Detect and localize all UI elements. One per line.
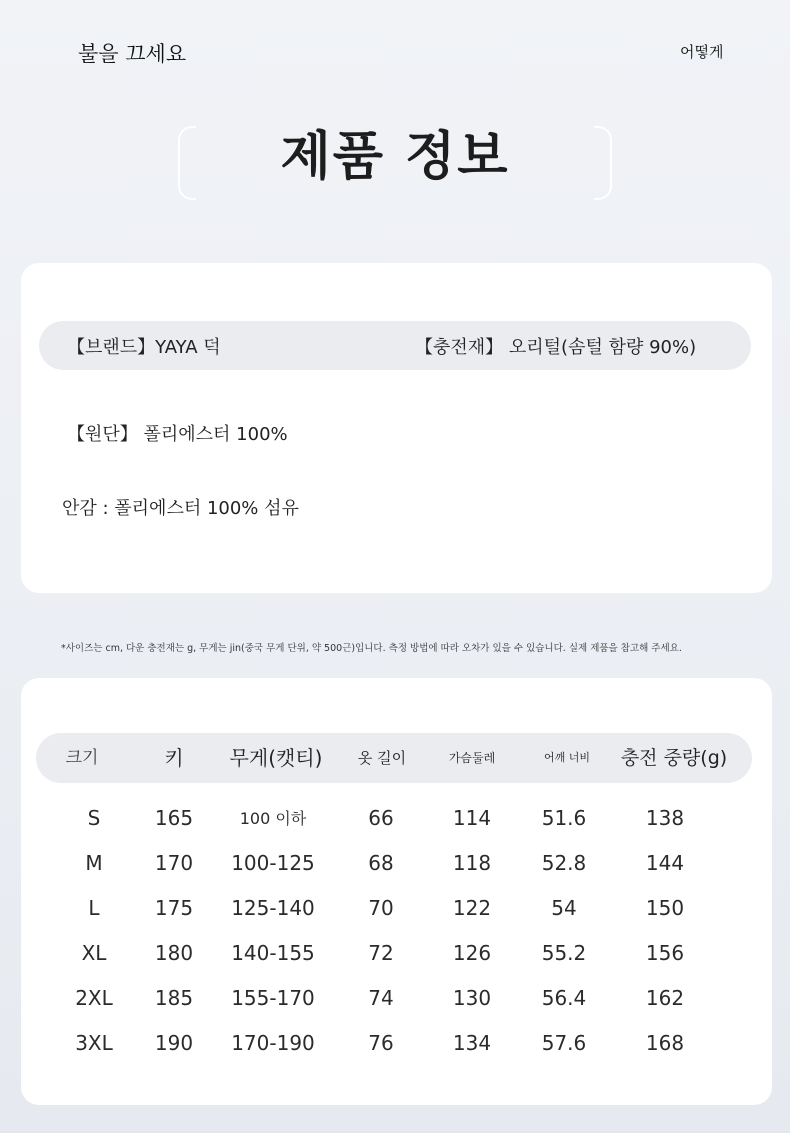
header-height: 키 <box>164 746 184 770</box>
cell-weight: 155-170 <box>231 986 315 1010</box>
cell-size: 3XL <box>75 1031 113 1055</box>
cell-fill: 168 <box>645 1031 685 1055</box>
cell-length: 72 <box>368 941 394 965</box>
cell-chest: 118 <box>452 851 492 875</box>
cell-size: 2XL <box>75 986 113 1010</box>
header-chest: 가슴둘레 <box>448 751 496 765</box>
header-weight: 무게(캣티) <box>229 746 323 770</box>
cell-size: XL <box>81 941 107 965</box>
cell-size: S <box>87 806 101 830</box>
cell-length: 70 <box>368 896 394 920</box>
cell-height: 190 <box>154 1031 194 1055</box>
cell-fill: 150 <box>645 896 685 920</box>
cell-chest: 126 <box>452 941 492 965</box>
cell-height: 180 <box>154 941 194 965</box>
cell-height: 175 <box>154 896 194 920</box>
brand-filling-row <box>39 321 751 370</box>
cell-shoulder: 57.6 <box>541 1031 587 1055</box>
size-table-header <box>36 733 752 783</box>
cell-height: 170 <box>154 851 194 875</box>
cell-size: M <box>85 851 103 875</box>
cell-shoulder: 56.4 <box>541 986 587 1010</box>
title-section <box>178 126 612 198</box>
brand-text: 【브랜드】YAYA 덕 <box>67 337 221 358</box>
cell-weight: 170-190 <box>231 1031 315 1055</box>
cell-length: 76 <box>368 1031 394 1055</box>
header-left-text: 불을 끄세요 <box>78 42 187 66</box>
cell-size: L <box>88 896 100 920</box>
lining-text: 안감 : 폴리에스터 100% 섬유 <box>62 498 299 519</box>
cell-chest: 114 <box>452 806 492 830</box>
size-table-card <box>21 678 772 1105</box>
cell-length: 66 <box>368 806 394 830</box>
cell-fill: 162 <box>645 986 685 1010</box>
cell-weight: 100-125 <box>231 851 315 875</box>
fabric-text: 【원단】 폴리에스터 100% <box>67 424 288 445</box>
header-size: 크기 <box>65 748 99 768</box>
cell-fill: 144 <box>645 851 685 875</box>
cell-weight: 125-140 <box>231 896 315 920</box>
cell-shoulder: 54 <box>551 896 577 920</box>
cell-length: 74 <box>368 986 394 1010</box>
header-fill-weight: 충전 중량(g) <box>620 747 728 769</box>
cell-height: 165 <box>154 806 194 830</box>
cell-chest: 130 <box>452 986 492 1010</box>
filling-text: 【충전재】 오리털(솜털 함량 90%) <box>415 337 697 358</box>
cell-height: 185 <box>154 986 194 1010</box>
header-shoulder: 어깨 너비 <box>543 751 591 764</box>
cell-shoulder: 55.2 <box>541 941 587 965</box>
cell-shoulder: 51.6 <box>541 806 587 830</box>
product-info-card <box>21 263 772 593</box>
cell-shoulder: 52.8 <box>541 851 587 875</box>
cell-fill: 138 <box>645 806 685 830</box>
header-length: 옷 길이 <box>357 749 407 767</box>
cell-weight: 100 이하 <box>239 809 307 828</box>
cell-fill: 156 <box>645 941 685 965</box>
header-right-text: 어떻게 <box>680 43 724 61</box>
cell-length: 68 <box>368 851 394 875</box>
page-title: 제품 정보 <box>280 127 510 187</box>
size-note: *사이즈는 cm, 다운 충전재는 g, 무게는 jin(중국 무게 단위, 약 500근)입니다. 측정 방법에 따라 오차가 있을 수 있습니다. 실제 제품을 참고해 주세요. <box>61 643 682 654</box>
right-bracket-decoration <box>594 126 612 200</box>
cell-chest: 134 <box>452 1031 492 1055</box>
cell-chest: 122 <box>452 896 492 920</box>
cell-weight: 140-155 <box>231 941 315 965</box>
